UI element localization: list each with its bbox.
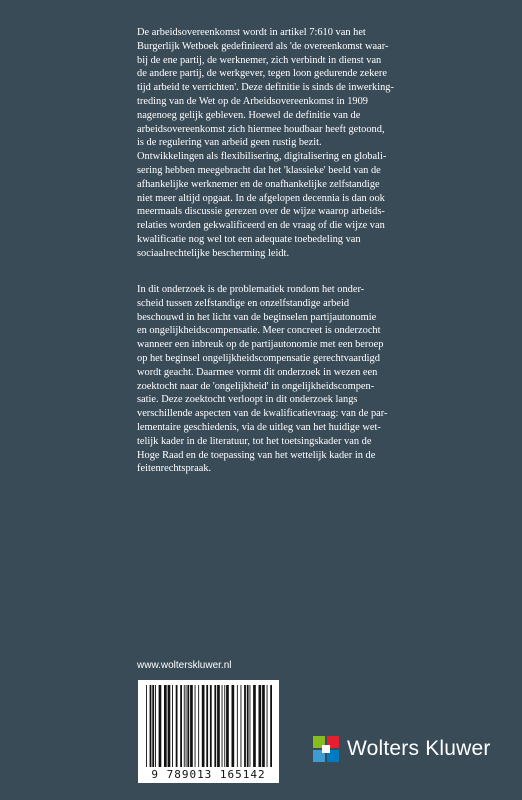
text-line: is de regulering van arbeid geen rustig bezit. [137,137,322,149]
wolters-kluwer-logo [311,734,491,764]
text-line: zoektocht naar de 'ongelijkheid' in ongelijkheidscompen- [137,380,375,392]
text-line: Hoge Raad en de toepassing van het wettelijk kader in de [137,449,376,461]
text-line: telijk kader in de literatuur, tot het toetsingskader van de [137,435,372,447]
text-line: De arbeidsovereenkomst wordt in artikel 7:610 van het [137,27,366,38]
text-line: bij de ene partij, de werknemer, zich verbindt in dienst van [137,54,382,66]
isbn-barcode [138,680,279,783]
text-line: lementaire geschiedenis, via de uitleg van het huidige wet- [137,421,381,433]
text-line: meermaals discussie gerezen over de wijze waarop arbeids- [137,206,385,218]
isbn-number: 9 789013 165142 [151,768,266,781]
text-line: verschillende aspecten van de kwalificatievraag: van de par- [137,408,388,420]
text-line: satie. Deze zoektocht verloopt in dit onderzoek langs [137,394,358,406]
text-line: scheid tussen zelfstandige en onzelfstandige arbeid [137,297,350,309]
wolters-kluwer-logo-text: Wolters Kluwer [347,737,491,760]
text-line: Ontwikkelingen als flexibilisering, digitalisering en globali- [137,151,387,163]
text-line: kwalificatie nog wel tot een adequate toebedeling van [137,233,361,245]
description-paragraph-2 [137,283,388,476]
text-line: en ongelijkheidscompensatie. Meer concreet is onderzocht [137,325,381,337]
text-line: niet meer altijd opgaat. In de afgelopen decennia is dan ook [137,192,385,204]
text-line: treding van de Wet op de Arbeidsovereenkomst in 1909 [137,95,368,107]
text-line: beschouwd in het licht van de beginselen partijautonomie [137,311,377,323]
text-line: wordt geacht. Daarmee vormt dit onderzoek in wezen een [137,366,378,378]
text-line: wanneer een inbreuk op de partijautonomie met een beroep [137,339,384,351]
publisher-website[interactable]: www.wolterskluwer.nl [137,660,232,671]
wolters-kluwer-logo-icon [311,734,341,764]
text-line: sering hebben meegebracht dat het 'klassieke' beeld van de [137,164,381,176]
text-line: sociaalrechtelijke bescherming leidt. [137,247,290,259]
text-line: afhankelijke werknemer en de onafhankelijke zelfstandige [137,178,380,190]
text-line: In dit onderzoek is de problematiek rondom het onder- [137,284,365,295]
text-line: nagenoeg gelijk gebleven. Hoewel de definitie van de [137,109,361,121]
text-line: arbeidsovereenkomst zich hiermee houdbaar heeft getoond, [137,123,385,135]
text-line: tijd arbeid te verrichten'. Deze definitie is sinds de inwerking- [137,82,394,94]
text-line: de andere partij, de werkgever, tegen loon gedurende zekere [137,68,387,80]
text-line: relaties worden gekwalificeerd en de vraag of die wijze van [137,220,385,232]
text-line: feitenrechtspraak. [137,463,212,475]
description-paragraph-1 [137,26,394,261]
text-line: op het beginsel ongelijkheidscompensatie gerechtvaardigd [137,352,380,364]
text-line: Burgerlijk Wetboek gedefinieerd als 'de overeenkomst waar- [137,40,389,52]
